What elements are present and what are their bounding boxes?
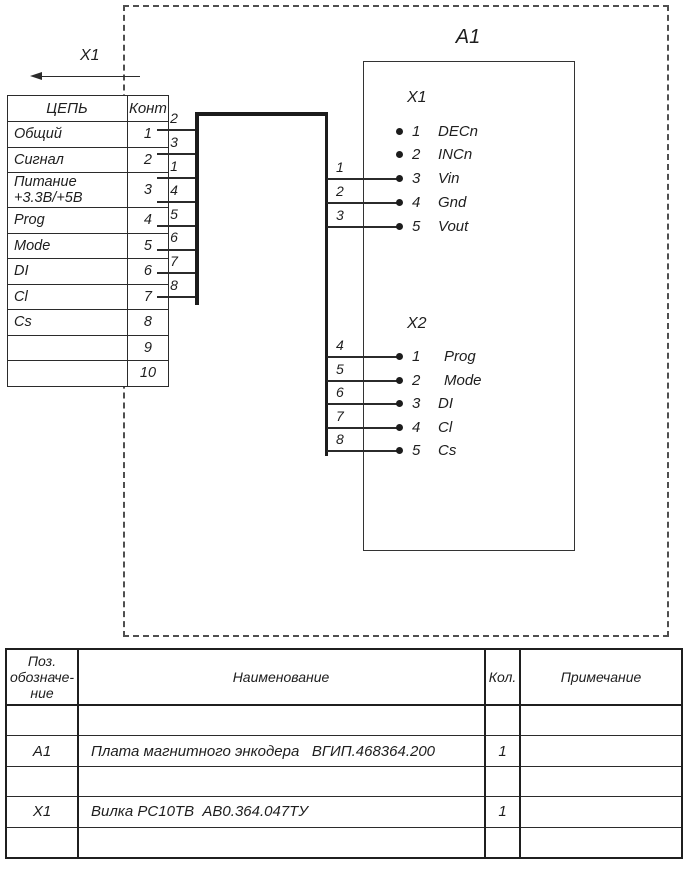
pin-number: 2: [412, 146, 421, 163]
pin-dot: [396, 199, 403, 206]
table-row: [8, 284, 169, 310]
wire: [157, 296, 197, 298]
wire-number: 6: [336, 384, 344, 400]
wire: [327, 427, 400, 429]
wire: [157, 177, 197, 179]
connector-x1-label: X1: [407, 89, 427, 106]
wire-number: 7: [170, 253, 178, 269]
wire: [327, 450, 400, 452]
parts-note-cell: [520, 766, 682, 796]
pin-dot: [396, 400, 403, 407]
parts-note-cell: [520, 827, 682, 858]
wire: [157, 249, 197, 251]
cable-bundle-top: [195, 112, 328, 116]
wire-number: 8: [336, 431, 344, 447]
col-header-circuit: ЦЕПЬ: [8, 96, 128, 122]
parts-pos-cell: [6, 827, 78, 858]
wire: [327, 356, 400, 358]
circuit-cell: Питание +3.3В/+5В: [8, 173, 128, 208]
parts-name-cell: Вилка РС10ТВ АВ0.364.047ТУ: [78, 797, 485, 827]
contact-cell: 1: [128, 122, 169, 148]
table-row: [8, 122, 169, 148]
pin-number: 4: [412, 194, 421, 211]
circuit-cell: Mode: [8, 233, 128, 259]
wire-number: 3: [336, 207, 344, 223]
pin-number: 2: [412, 372, 421, 389]
wire-number: 1: [170, 158, 178, 174]
parts-name-cell: [78, 827, 485, 858]
contact-cell: 2: [128, 147, 169, 173]
pin-name: DECn: [438, 123, 479, 140]
wire-number: 5: [170, 206, 178, 222]
wire: [157, 225, 197, 227]
wire-number: 3: [170, 134, 178, 150]
pin-dot: [396, 447, 403, 454]
parts-note-cell: [520, 736, 682, 766]
table-row: [8, 147, 169, 173]
parts-pos-cell: [6, 766, 78, 796]
module-a1-label: A1: [455, 26, 481, 48]
parts-header-pos-line: обозначе-: [9, 668, 75, 685]
wire-number: 1: [336, 159, 344, 175]
pin-dot: [396, 128, 403, 135]
parts-note-cell: [520, 705, 682, 736]
parts-header-pos: [6, 649, 78, 705]
table-row: [8, 208, 169, 234]
contact-cell: 4: [128, 208, 169, 234]
wire: [157, 129, 197, 131]
contact-cell: 10: [128, 361, 169, 387]
parts-header-pos-line: Поз.: [27, 652, 57, 669]
parts-row: [6, 766, 682, 796]
pin-number: 5: [412, 218, 421, 235]
contact-cell: 8: [128, 310, 169, 336]
circuit-cell: Prog: [8, 208, 128, 234]
pin-number: 3: [412, 395, 421, 412]
table-row: [8, 310, 169, 336]
cable-bundle-left: [195, 112, 199, 305]
parts-pos-cell: [6, 705, 78, 736]
pin-name: Mode: [444, 372, 482, 389]
circuit-cell: Cl: [8, 284, 128, 310]
parts-qty-cell: [485, 766, 520, 796]
parts-name-cell: [78, 705, 485, 736]
parts-name-cell: [78, 766, 485, 796]
circuit-cell: Cs: [8, 310, 128, 336]
parts-qty-cell: [485, 705, 520, 736]
pin-dot: [396, 175, 403, 182]
pin-number: 3: [412, 170, 421, 187]
pin-name: Vout: [438, 218, 469, 235]
table-row: [8, 233, 169, 259]
wire-number: 8: [170, 277, 178, 293]
parts-note-cell: [520, 797, 682, 827]
wire: [327, 226, 400, 228]
pin-dot: [396, 151, 403, 158]
wire: [157, 153, 197, 155]
circuit-cell: Сигнал: [8, 147, 128, 173]
pin-dot: [396, 353, 403, 360]
pin-name: INCn: [438, 146, 473, 163]
pin-name: Prog: [444, 348, 476, 365]
col-header-contact: Конт: [128, 96, 169, 122]
external-connector-label: X1: [80, 47, 100, 64]
parts-header-qty: Кол.: [485, 649, 520, 705]
parts-qty-cell: 1: [485, 736, 520, 766]
connector-x2-label: X2: [407, 315, 427, 332]
connector-pin-table: [7, 95, 169, 387]
table-row: [8, 361, 169, 387]
table-row: [8, 335, 169, 361]
wire-number: 5: [336, 361, 344, 377]
wire: [327, 380, 400, 382]
circuit-cell: DI: [8, 259, 128, 285]
pin-dot: [396, 377, 403, 384]
parts-header-name: Наименование: [78, 649, 485, 705]
pin-name: Cl: [438, 419, 453, 436]
circuit-cell: [8, 361, 128, 387]
parts-pos-cell: X1: [6, 797, 78, 827]
parts-pos-cell: A1: [6, 736, 78, 766]
parts-row: [6, 797, 682, 827]
parts-name-cell: Плата магнитного энкодера ВГИП.468364.200: [78, 736, 485, 766]
parts-row: [6, 736, 682, 766]
wire-number: 2: [170, 110, 178, 126]
wire-number: 4: [170, 182, 178, 198]
parts-list-table: [5, 648, 683, 859]
pin-name: Gnd: [438, 194, 467, 211]
pin-dot: [396, 223, 403, 230]
wire: [157, 272, 197, 274]
contact-cell: 6: [128, 259, 169, 285]
parts-qty-cell: [485, 827, 520, 858]
pin-number: 1: [412, 348, 421, 365]
contact-cell: 5: [128, 233, 169, 259]
circuit-cell: [8, 335, 128, 361]
parts-header-note: Примечание: [520, 649, 682, 705]
pin-name: DI: [438, 395, 453, 412]
wire-number: 2: [336, 183, 344, 199]
wire-number: 6: [170, 229, 178, 245]
contact-cell: 7: [128, 284, 169, 310]
table-row: [8, 259, 169, 285]
circuit-cell: Общий: [8, 122, 128, 148]
pin-number: 4: [412, 419, 421, 436]
pin-number: 1: [412, 123, 421, 140]
pin-number: 5: [412, 442, 421, 459]
wire: [327, 403, 400, 405]
parts-row: [6, 827, 682, 858]
parts-row: [6, 705, 682, 736]
wire: [157, 201, 197, 203]
table-row: [8, 173, 169, 208]
wire: [327, 202, 400, 204]
wire-number: 4: [336, 337, 344, 353]
wire-number: 7: [336, 408, 344, 424]
pin-dot: [396, 424, 403, 431]
pin-name: Vin: [438, 170, 460, 187]
contact-cell: 3: [128, 173, 169, 208]
contact-cell: 9: [128, 335, 169, 361]
wire: [327, 178, 400, 180]
parts-header-pos-line: ние: [30, 685, 54, 702]
arrow-left-icon: [30, 72, 42, 80]
pin-name: Cs: [438, 442, 457, 459]
parts-qty-cell: 1: [485, 797, 520, 827]
cable-arrow-line: [37, 76, 140, 78]
